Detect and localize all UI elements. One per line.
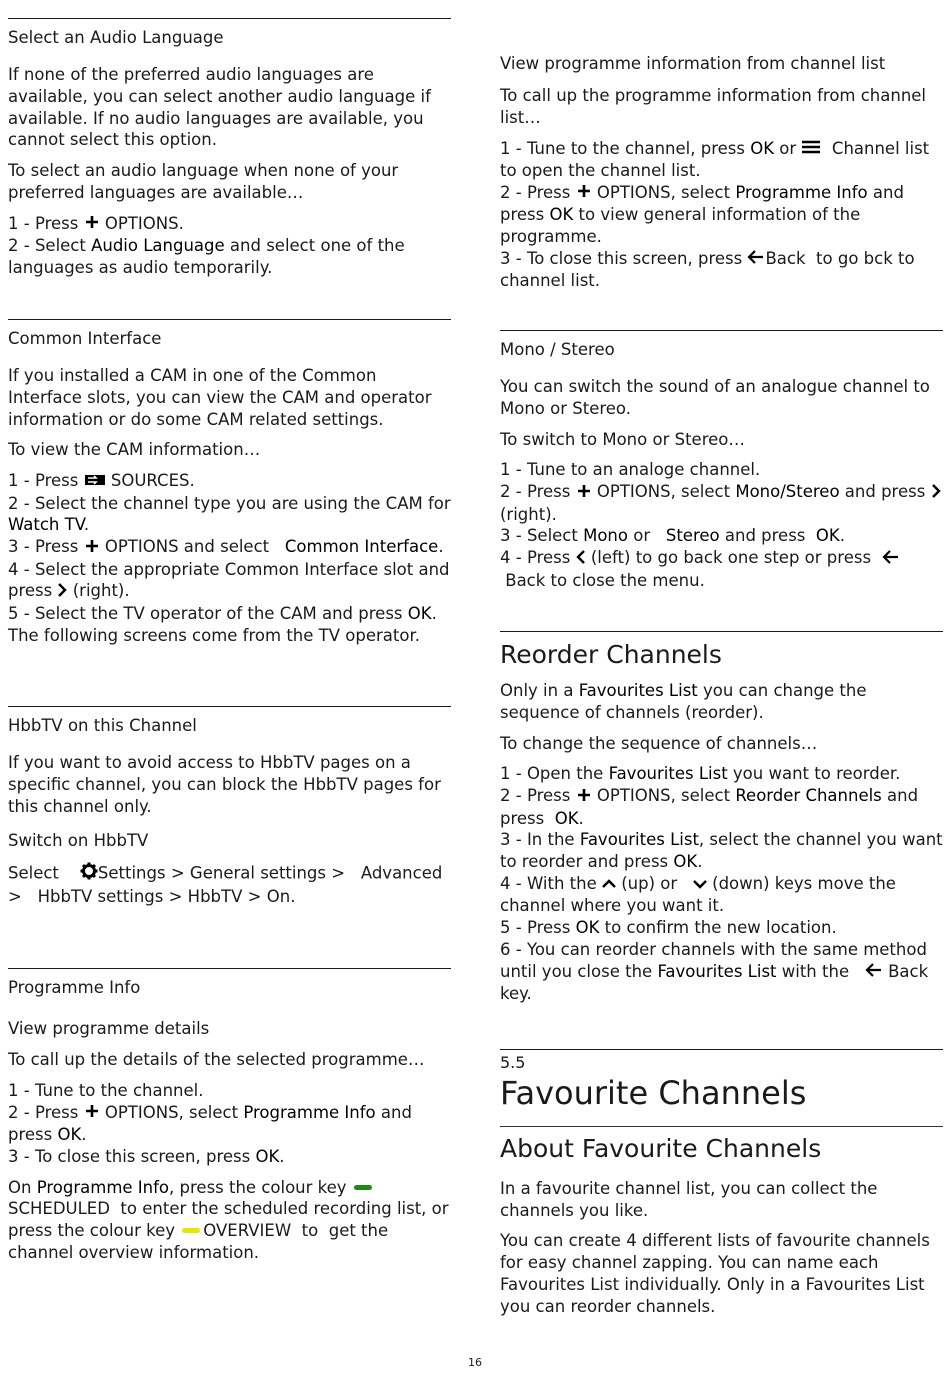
step: 1 - Press SOURCES. — [8, 470, 451, 492]
step: 1 - Tune to an analoge channel. — [500, 460, 761, 480]
paragraph: You can switch the sound of an analogue channel to Mono or Stereo. — [500, 377, 930, 418]
chevron-left-icon — [576, 548, 586, 570]
plus-icon — [84, 213, 100, 235]
plus-icon — [576, 482, 592, 504]
plus-icon — [84, 537, 100, 559]
section-divider — [8, 968, 451, 969]
step: 5 - Select the TV operator of the CAM and press OK. The following screens come from the TV operator. — [8, 603, 437, 645]
step: 1 - Press OPTIONS. — [8, 213, 451, 235]
section-title: Reorder Channels — [500, 640, 722, 669]
menu-path: Select Settings > General settings > Advanced > HbbTV settings > HbbTV > On. — [8, 863, 443, 907]
section-mono-stereo — [500, 330, 943, 591]
chevron-right-icon — [57, 581, 67, 603]
section-divider — [500, 1049, 943, 1050]
paragraph: Only in a Favourites List you can change the sequence of channels (reorder). — [500, 681, 867, 722]
section-title: Common Interface — [8, 329, 162, 348]
chevron-down-icon — [693, 874, 707, 896]
chevron-up-icon — [602, 874, 616, 896]
section-hbbtv — [8, 706, 451, 908]
section-divider — [8, 18, 451, 19]
section-view-programme-info — [500, 53, 943, 292]
plus-icon — [576, 182, 592, 204]
section-title: Select an Audio Language — [8, 28, 224, 47]
chevron-right-icon — [931, 482, 941, 504]
section-reorder-channels — [500, 631, 943, 1005]
plus-icon — [576, 786, 592, 808]
paragraph: To switch to Mono or Stereo… — [500, 429, 745, 449]
step: 3 - In the Favourites List, select the channel you want to reorder and press OK. — [500, 830, 943, 872]
subsection-title: Switch on HbbTV — [8, 831, 149, 851]
section-divider — [500, 631, 943, 632]
section-divider — [500, 330, 943, 331]
paragraph: You can create 4 different lists of favourite channels for easy channel zapping. You can name each Favourites List individually. Only in a Favourites List you can reorder channels. — [500, 1231, 930, 1316]
paragraph: To view the CAM information… — [8, 440, 261, 460]
section-favourite-channels — [500, 1049, 943, 1318]
back-arrow-icon — [747, 248, 765, 270]
section-audio-language — [8, 18, 451, 279]
chapter-title: Favourite Channels — [500, 1073, 807, 1112]
step: 3 - To close this screen, press Back to go bck to channel list. — [500, 248, 915, 291]
step: 4 - Press (left) to go back one step or press Back to close the menu. — [500, 547, 943, 591]
step: 3 - Press OPTIONS and select Common Interface. — [8, 536, 451, 558]
paragraph: To select an audio language when none of your preferred languages are available… — [8, 161, 399, 202]
step: 3 - Select Mono or Stereo and press OK. — [500, 526, 845, 546]
step: 6 - You can reorder channels with the same method until you close the Favourites List with the Back key. — [500, 939, 929, 1004]
paragraph: In a favourite channel list, you can collect the channels you like. — [500, 1178, 878, 1220]
section-divider — [500, 1126, 943, 1127]
green-key-icon — [354, 1185, 372, 1190]
step: 1 - Open the Favourites List you want to reorder. — [500, 764, 901, 784]
section-title: Mono / Stereo — [500, 340, 615, 359]
paragraph: If you installed a CAM in one of the Common Interface slots, you can view the CAM and operator information or do some CAM related settings. — [8, 366, 432, 429]
paragraph: To change the sequence of channels… — [500, 733, 818, 753]
step: 2 - Press OPTIONS, select Programme Info and press OK to view general information of the programme. — [500, 182, 904, 246]
paragraph: To call up the details of the selected programme… — [8, 1050, 425, 1069]
step: 2 - Press OPTIONS, select Reorder Channels and press OK. — [500, 786, 919, 828]
page-number: 16 — [468, 1356, 482, 1369]
section-title: About Favourite Channels — [500, 1133, 822, 1163]
subsection-title: View programme information from channel list — [500, 54, 886, 73]
section-title: HbbTV on this Channel — [8, 716, 197, 735]
step: 2 - Select Audio Language and select one of the languages as audio temporarily. — [8, 236, 405, 277]
list-icon — [801, 138, 821, 160]
yellow-key-icon — [182, 1228, 200, 1233]
back-arrow-icon — [865, 961, 883, 983]
step: 1 - Tune to the channel. — [8, 1080, 204, 1100]
section-divider — [8, 319, 451, 320]
plus-icon — [84, 1102, 100, 1124]
section-programme-info — [8, 968, 451, 1264]
sources-icon — [84, 471, 106, 493]
step: 3 - To close this screen, press OK. — [8, 1146, 285, 1166]
paragraph: If you want to avoid access to HbbTV pages on a specific channel, you can block the HbbTV pages for this channel only. — [8, 753, 441, 816]
step: 5 - Press OK to confirm the new location. — [500, 918, 837, 938]
paragraph: If none of the preferred audio languages are available, you can select another audio language if available. If no audio languages are available, you cannot select this option. — [8, 65, 431, 150]
step: 1 - Tune to the channel, press OK or Channel list to open the channel list. — [500, 138, 930, 180]
gear-icon — [80, 862, 98, 886]
back-arrow-icon — [882, 548, 900, 570]
step: 2 - Select the channel type you are using the CAM for Watch TV. — [8, 493, 451, 535]
section-divider — [8, 706, 451, 707]
step: 2 - Press OPTIONS, select Programme Info and press OK. — [8, 1102, 412, 1144]
section-title: Programme Info — [8, 978, 141, 997]
paragraph: On Programme Info, press the colour key SCHEDULED to enter the scheduled recording list, or press the colour key OVERVIEW to get the channel overview information. — [8, 1177, 449, 1262]
step: 4 - Select the appropriate Common Interface slot and press (right). — [8, 559, 451, 603]
chapter-number: 5.5 — [500, 1053, 526, 1072]
step: 4 - With the (up) or (down) keys move the channel where you want it. — [500, 873, 896, 916]
section-common-interface — [8, 319, 451, 646]
paragraph: To call up the programme information from channel list… — [500, 86, 927, 127]
subsection-title: View programme details — [8, 1019, 210, 1038]
step: 2 - Press OPTIONS, select Mono/Stereo and press (right). — [500, 481, 943, 525]
